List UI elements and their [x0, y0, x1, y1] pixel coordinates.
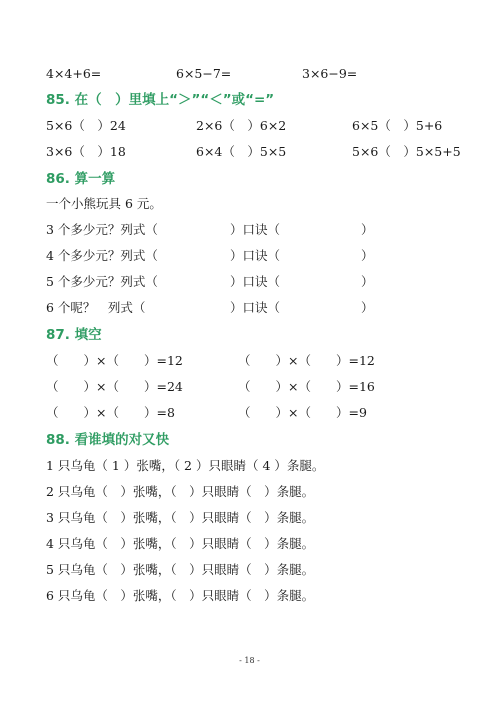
question-87-title: 87. 填空: [46, 327, 102, 343]
turtle-row: 5 只乌龟（ ）张嘴，（ ）只眼睛（ ）条腿。: [46, 562, 315, 577]
calc-end: ）: [361, 248, 374, 263]
question-86-title: 86. 算一算: [46, 171, 116, 187]
calc-end: ）: [361, 222, 374, 237]
fill-item: （ ）×（ ）=16: [238, 379, 375, 394]
turtle-row: 6 只乌龟（ ）张嘴，（ ）只眼睛（ ）条腿。: [46, 588, 315, 603]
calc-mid: ）口诀（: [230, 300, 281, 315]
calc-row: [46, 298, 374, 318]
fill-item: （ ）×（ ）=24: [46, 379, 183, 394]
fill-item: （ ）×（ ）=12: [46, 353, 183, 368]
calc-row: [46, 220, 374, 240]
turtle-row: 4 只乌龟（ ）张嘴，（ ）只眼睛（ ）条腿。: [46, 536, 315, 551]
equation: 6×5−7=: [176, 66, 232, 81]
turtle-row: 1 只乌龟（ 1 ）张嘴，（ 2 ）只眼睛（ 4 ）条腿。: [46, 458, 325, 473]
turtle-row: 2 只乌龟（ ）张嘴，（ ）只眼睛（ ）条腿。: [46, 484, 315, 499]
calc-question: 6 个呢？ 列式（: [46, 300, 146, 315]
calc-question: 3 个多少元？列式（: [46, 222, 158, 237]
calc-end: ）: [361, 274, 374, 289]
calc-mid: ）口诀（: [230, 274, 281, 289]
calc-mid: ）口诀（: [230, 222, 281, 237]
compare-item: 6×4（ ）5×5: [196, 144, 287, 159]
fill-item: （ ）×（ ）=9: [238, 405, 367, 420]
fill-item: （ ）×（ ）=12: [238, 353, 375, 368]
compare-item: 6×5（ ）5+6: [352, 118, 443, 133]
fill-row: [46, 403, 367, 423]
page-number: - 18 -: [239, 656, 260, 665]
top-equation-row: [46, 64, 358, 84]
calc-question: 4 个多少元？列式（: [46, 248, 158, 263]
compare-item: 5×6（ ）5×5+5: [352, 144, 461, 159]
compare-item: 2×6（ ）6×2: [196, 118, 287, 133]
question-85-title: 85. 在（ ）里填上“＞”“＜”或“=”: [46, 92, 275, 108]
fill-row: [46, 351, 375, 371]
compare-row: [46, 116, 443, 136]
fill-item: （ ）×（ ）=8: [46, 405, 175, 420]
compare-row: [46, 142, 461, 162]
question-86-intro: 一个小熊玩具 6 元。: [46, 196, 162, 211]
equation: 4×4+6=: [46, 66, 102, 81]
calc-question: 5 个多少元？列式（: [46, 274, 158, 289]
question-88-title: 88. 看谁填的对又快: [46, 432, 170, 448]
compare-item: 5×6（ ）24: [46, 118, 126, 133]
turtle-row: 3 只乌龟（ ）张嘴，（ ）只眼睛（ ）条腿。: [46, 510, 315, 525]
equation: 3×6−9=: [302, 66, 358, 81]
calc-mid: ）口诀（: [230, 248, 281, 263]
calc-row: [46, 246, 374, 266]
calc-end: ）: [361, 300, 374, 315]
calc-row: [46, 272, 374, 292]
compare-item: 3×6（ ）18: [46, 144, 126, 159]
fill-row: [46, 377, 375, 397]
